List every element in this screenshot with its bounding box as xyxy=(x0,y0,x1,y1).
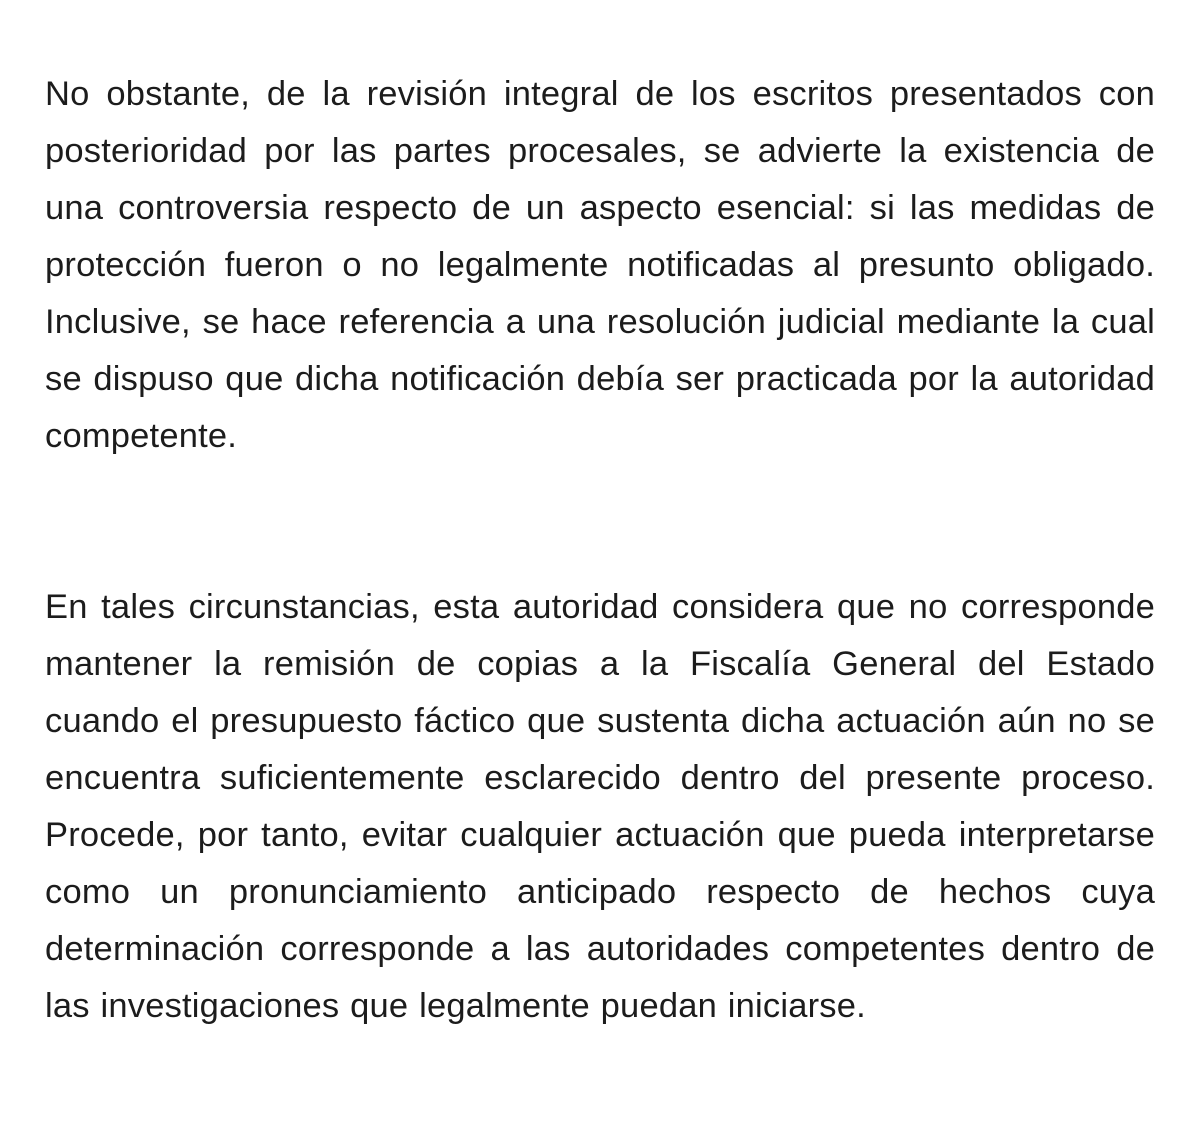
paragraph-1: No obstante, de la revisión integral de los escritos presentados con posterioridad por las partes procesales, se advierte la existencia de una controversia respecto de un aspecto esencial: si las medidas de protección fueron o no legalmente notificadas al presunto obligado. Inclusive, se hace referencia a una resolución judicial mediante la cual se dispuso que dicha notificación debía ser practicada por la autoridad competente. xyxy=(45,75,1155,455)
document-body xyxy=(45,66,1155,1035)
paragraph-2: En tales circunstancias, esta autoridad considera que no corresponde mantener la remisión de copias a la Fiscalía General del Estado cuando el presupuesto fáctico que sustenta dicha actuación aún no se encuentra suficientemente esclarecido dentro del presente proceso. Procede, por tanto, evitar cualquier actuación que pueda interpretarse como un pronunciamiento anticipado respecto de hechos cuya determinación corresponde a las autoridades competentes dentro de las investigaciones que legalmente puedan iniciarse. xyxy=(45,588,1155,1025)
